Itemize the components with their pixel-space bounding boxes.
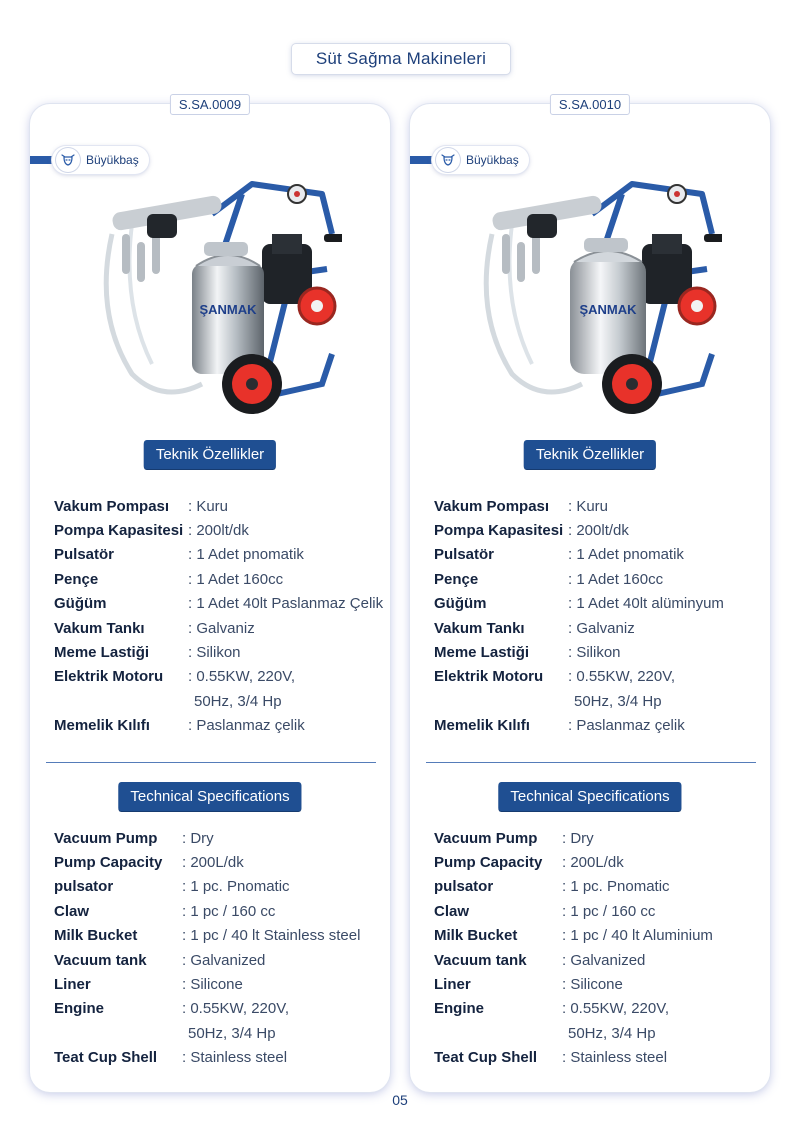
spec-key: Güğüm <box>54 595 107 613</box>
brand-label: ŞANMAK <box>199 302 257 317</box>
spec-key: Pulsatör <box>434 546 495 564</box>
spec-value: : 0.55KW, 220V, <box>188 668 296 686</box>
spec-value: : Kuru <box>188 497 229 515</box>
spec-key: Claw <box>434 902 470 920</box>
spec-value: : 200L/dk <box>562 854 624 872</box>
product-card-2 <box>410 97 770 1092</box>
spec-value: : Paslanmaz çelik <box>568 717 685 735</box>
spec-key: Pompa Kapasitesi <box>54 522 184 540</box>
spec-value: : Silikon <box>188 644 241 662</box>
spec-value: : 1 pc. Pnomatic <box>562 878 670 896</box>
spec-value: : 0.55KW, 220V, <box>568 668 676 686</box>
spec-value: : 200lt/dk <box>568 522 629 540</box>
category-badge <box>52 146 149 174</box>
spec-value: : Galvaniz <box>188 619 255 637</box>
cow-icon <box>56 148 80 172</box>
spec-value: : 1 Adet 40lt alüminyum <box>568 595 724 613</box>
spec-key: Liner <box>54 976 91 994</box>
spec-value: : 1 pc / 40 lt Stainless steel <box>182 927 361 945</box>
spec-value: : Galvanized <box>562 951 646 969</box>
brand-label: ŞANMAK <box>579 302 637 317</box>
spec-key: Pulsatör <box>54 546 115 564</box>
spec-key: pulsator <box>434 878 494 896</box>
spec-value: : 1 pc. Pnomatic <box>182 878 290 896</box>
spec-key: Pençe <box>434 570 479 588</box>
spec-value: : Dry <box>562 829 594 847</box>
spec-key: pulsator <box>54 878 114 896</box>
spec-key: Vakum Tankı <box>434 619 525 637</box>
page-number: 05 <box>392 1092 408 1108</box>
spec-value: : Silikon <box>568 644 621 662</box>
spec-list-en <box>54 826 390 1070</box>
spec-value: : 1 Adet 160cc <box>568 570 664 588</box>
spec-list-en <box>434 826 770 1070</box>
spec-key: Vakum Pompası <box>54 497 170 515</box>
spec-list-tr <box>54 494 390 738</box>
spec-value: : 1 Adet pnomatik <box>568 546 684 564</box>
spec-list-tr <box>434 494 770 738</box>
spec-key: Pump Capacity <box>434 854 543 872</box>
spec-key: Milk Bucket <box>434 927 518 945</box>
spec-value: : 200lt/dk <box>188 522 249 540</box>
spec-key: Teat Cup Shell <box>434 1049 538 1067</box>
spec-value: 50Hz, 3/4 Hp <box>188 1024 276 1042</box>
category-accent-bar <box>410 156 432 164</box>
spec-value: : 0.55KW, 220V, <box>182 1000 290 1018</box>
spec-value: : Galvanized <box>182 951 266 969</box>
spec-value: : 1 pc / 160 cc <box>562 902 656 920</box>
cow-icon <box>436 148 460 172</box>
spec-value: : Galvaniz <box>568 619 635 637</box>
product-card-1 <box>30 97 390 1092</box>
spec-value: 50Hz, 3/4 Hp <box>574 692 662 710</box>
spec-key: Meme Lastiği <box>434 644 530 662</box>
spec-value: : Stainless steel <box>562 1049 668 1067</box>
spec-value: : 1 pc / 160 cc <box>182 902 276 920</box>
spec-value: : 0.55KW, 220V, <box>562 1000 670 1018</box>
milking-machine-image <box>472 174 722 426</box>
technical-features-tr-heading: Teknik Özellikler <box>524 440 656 469</box>
spec-value: : 1 Adet pnomatik <box>188 546 304 564</box>
category-badge <box>432 146 529 174</box>
spec-value: : Silicone <box>182 976 243 994</box>
technical-specifications-en-heading: Technical Specifications <box>118 782 301 811</box>
spec-value: 50Hz, 3/4 Hp <box>568 1024 656 1042</box>
spec-key: Vakum Tankı <box>54 619 145 637</box>
spec-key: Pençe <box>54 570 99 588</box>
spec-key: Memelik Kılıfı <box>434 717 530 735</box>
technical-features-tr-heading: Teknik Özellikler <box>144 440 276 469</box>
section-divider <box>426 762 756 763</box>
spec-key: Pompa Kapasitesi <box>434 522 564 540</box>
category-accent-bar <box>30 156 52 164</box>
spec-key: Memelik Kılıfı <box>54 717 150 735</box>
product-code: S.SA.0009 <box>170 94 250 115</box>
spec-key: Pump Capacity <box>54 854 163 872</box>
category-label: Büyükbaş <box>466 153 519 167</box>
category-label: Büyükbaş <box>86 153 139 167</box>
spec-value: : 1 Adet 40lt Paslanmaz Çelik <box>188 595 384 613</box>
spec-key: Milk Bucket <box>54 927 138 945</box>
spec-key: Vacuum tank <box>54 951 147 969</box>
product-code: S.SA.0010 <box>550 94 630 115</box>
spec-key: Meme Lastiği <box>54 644 150 662</box>
spec-value: : Silicone <box>562 976 623 994</box>
spec-key: Elektrik Motoru <box>434 668 544 686</box>
spec-key: Liner <box>434 976 471 994</box>
spec-key: Elektrik Motoru <box>54 668 164 686</box>
spec-key: Engine <box>54 1000 105 1018</box>
technical-specifications-en-heading: Technical Specifications <box>498 782 681 811</box>
spec-key: Teat Cup Shell <box>54 1049 158 1067</box>
spec-value: : Stainless steel <box>182 1049 288 1067</box>
milking-machine-image <box>92 174 342 426</box>
spec-value: : Paslanmaz çelik <box>188 717 305 735</box>
spec-value: : Dry <box>182 829 214 847</box>
spec-key: Güğüm <box>434 595 487 613</box>
spec-value: : 1 pc / 40 lt Aluminium <box>562 927 713 945</box>
spec-value: : 200L/dk <box>182 854 244 872</box>
section-divider <box>46 762 376 763</box>
spec-key: Claw <box>54 902 90 920</box>
spec-value: : 1 Adet 160cc <box>188 570 284 588</box>
spec-key: Vacuum Pump <box>434 829 538 847</box>
spec-key: Vakum Pompası <box>434 497 550 515</box>
page-title: Süt Sağma Makineleri <box>292 44 510 74</box>
spec-key: Vacuum tank <box>434 951 527 969</box>
spec-value: 50Hz, 3/4 Hp <box>194 692 282 710</box>
spec-key: Engine <box>434 1000 485 1018</box>
spec-value: : Kuru <box>568 497 609 515</box>
spec-key: Vacuum Pump <box>54 829 158 847</box>
